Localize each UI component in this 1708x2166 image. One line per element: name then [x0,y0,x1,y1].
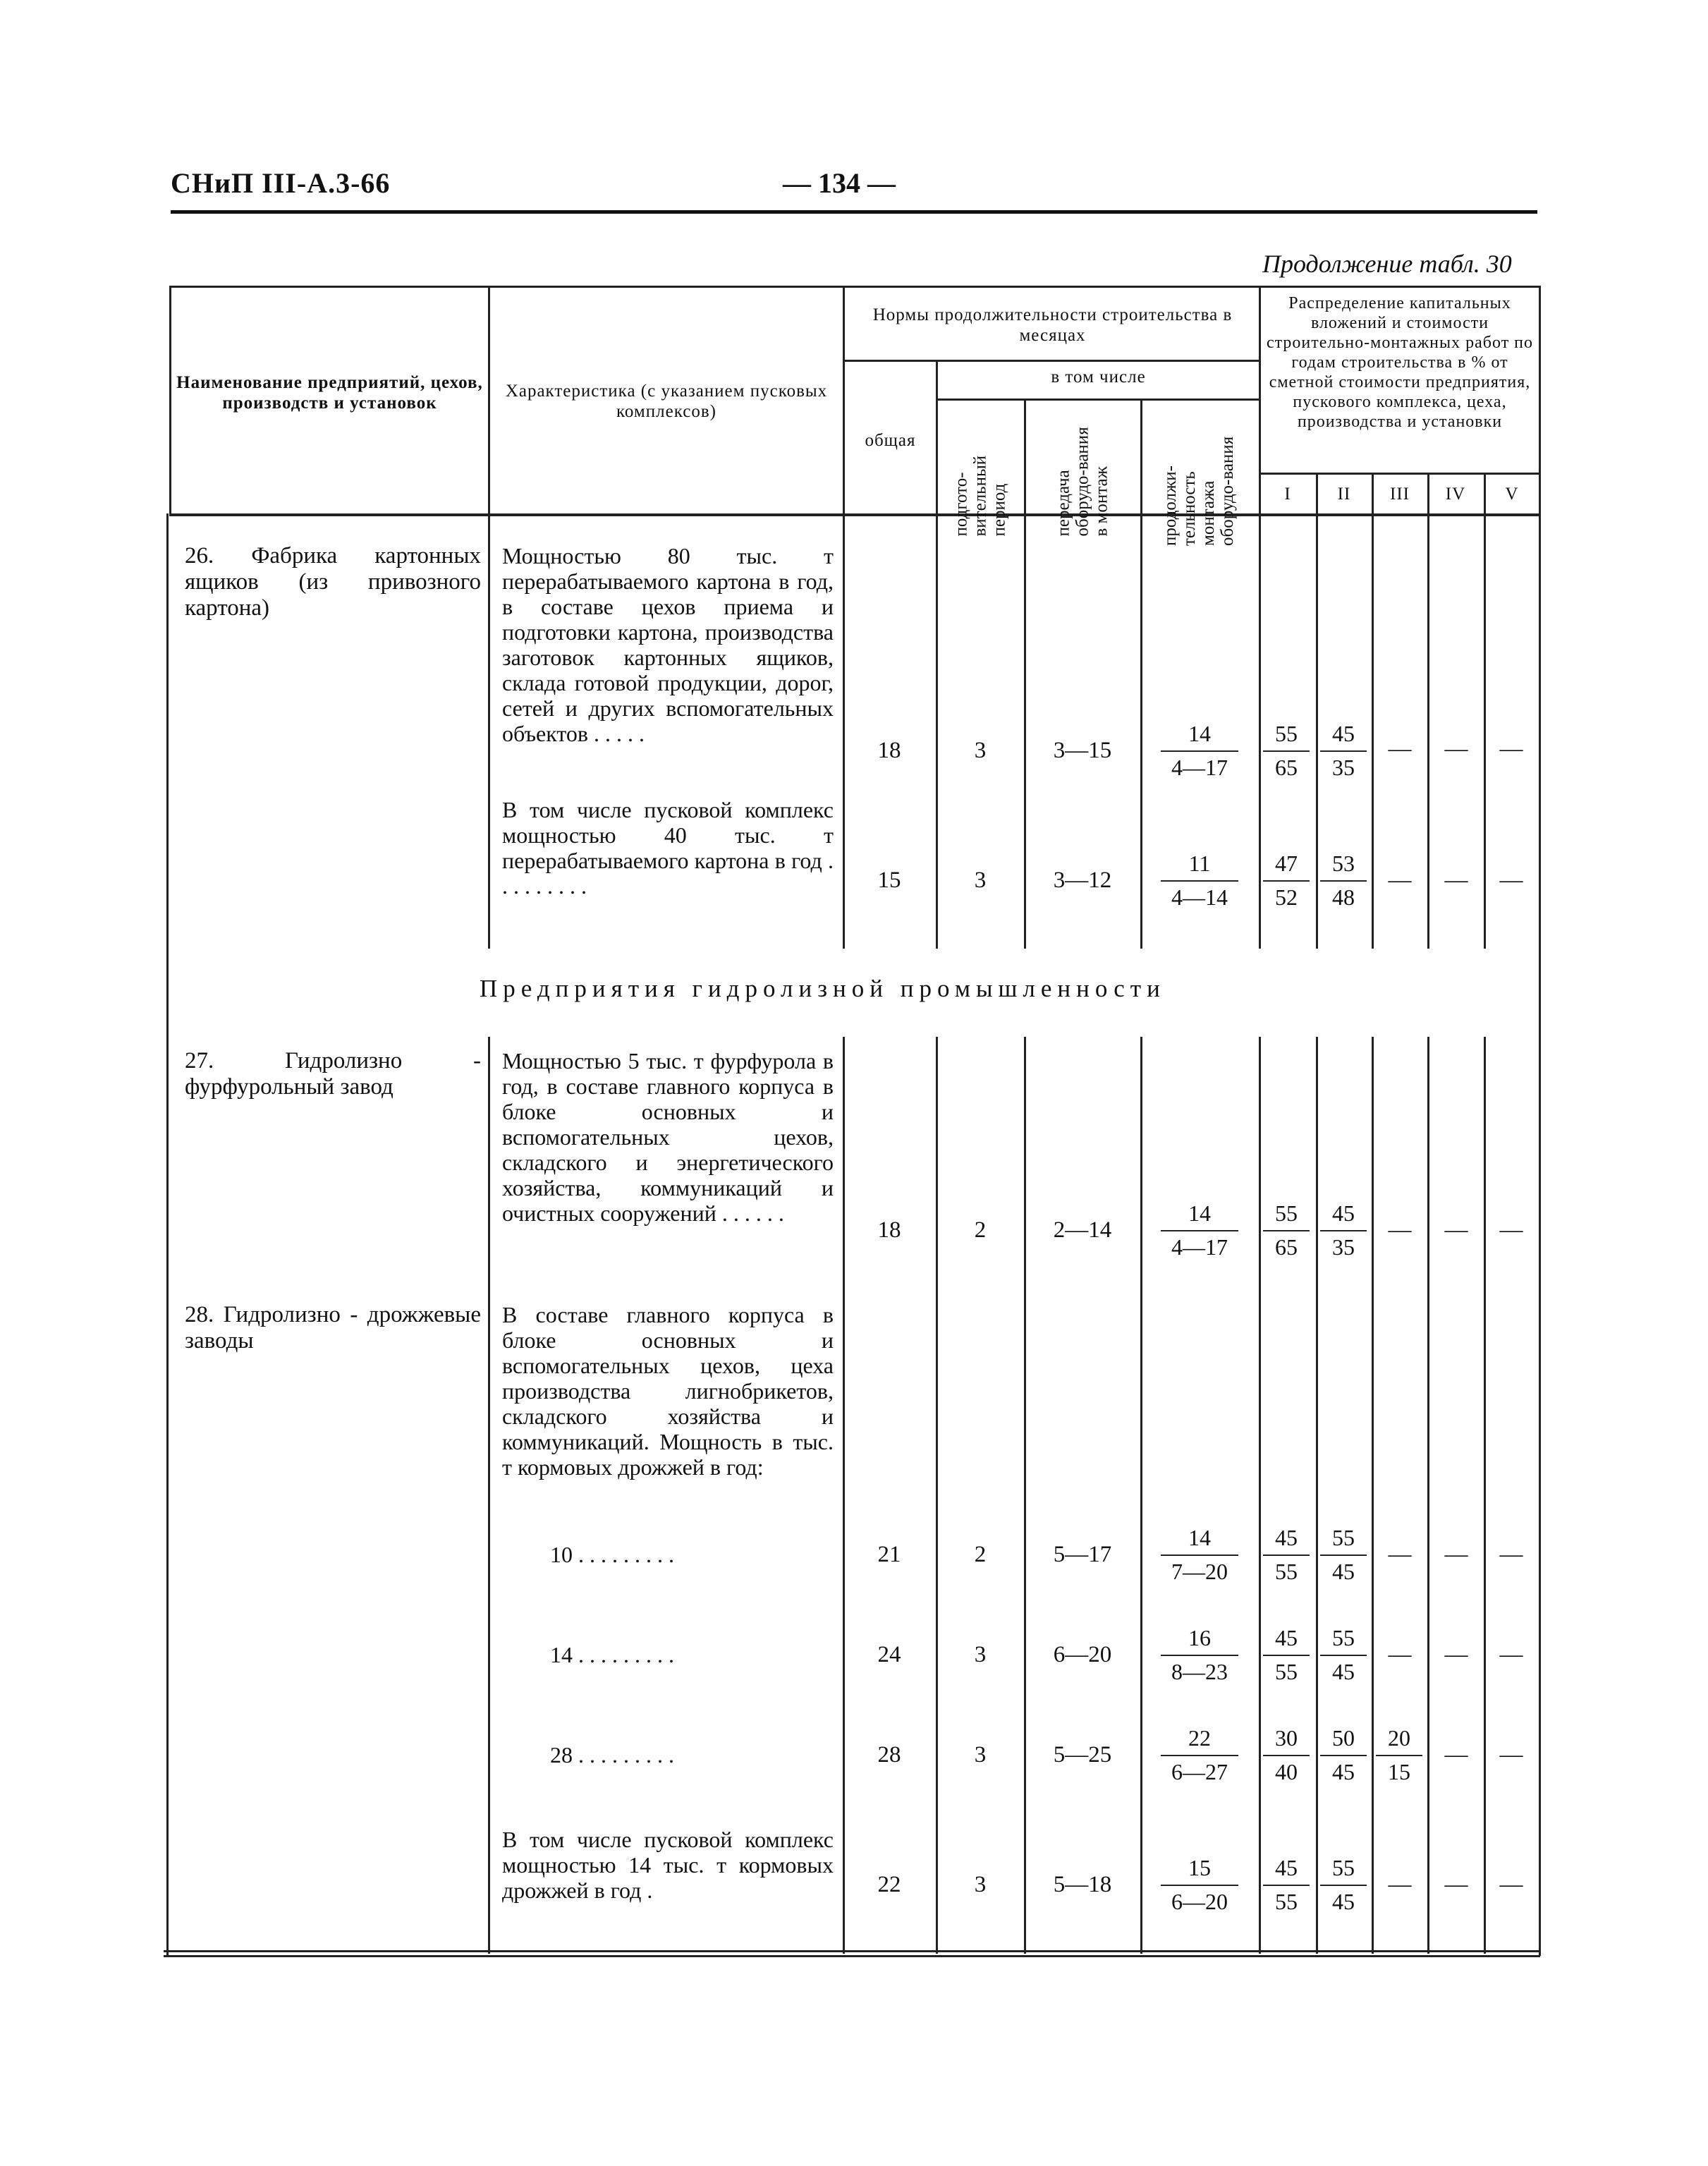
year-2-share: $\frac{53}{48}$ [1320,848,1367,913]
equipment-transfer: 3—15 [1053,738,1112,763]
equipment-transfer: 5—17 [1053,1542,1112,1567]
column-header-year-4: IV [1445,485,1466,504]
column-header-year-2: II [1337,485,1351,504]
installation-duration: $\frac{22}{6—27}$ [1161,1722,1238,1787]
column-header-year-3: III [1390,485,1410,504]
installation-duration: $\frac{14}{4—17}$ [1161,718,1238,783]
year-4-share: — [1444,736,1468,762]
year-3-share: $\frac{20}{15}$ [1376,1722,1422,1787]
year-3-share: — [1388,868,1412,893]
installation-duration: $\frac{14}{4—17}$ [1161,1198,1238,1263]
column-header-characteristic: Характеристика (с указанием пусковых комплексов) [505,382,828,421]
installation-duration: $\frac{15}{6—20}$ [1161,1852,1238,1917]
column-header-name: Наименование предприятий, цехов, производств и установок [176,373,483,413]
prep-period: 3 [974,1872,987,1897]
year-2-share: $\frac{55}{45}$ [1320,1522,1367,1587]
year-5-share: — [1499,1872,1523,1897]
equipment-transfer: 3—12 [1053,868,1112,893]
column-header-year-1: I [1284,485,1291,504]
year-5-share: — [1499,1217,1523,1243]
prep-period: 3 [974,1742,987,1768]
total-duration: 21 [877,1542,901,1567]
year-3-share: — [1388,1872,1412,1897]
total-duration: 24 [877,1642,901,1667]
year-3-share: — [1388,1217,1412,1243]
prep-period: 2 [974,1542,987,1567]
year-1-share: $\frac{55}{65}$ [1263,718,1310,783]
year-5-share: — [1499,868,1523,893]
column-header-total: общая [865,431,916,450]
column-group-distribution: Распределение капитальных вложений и стоимости строительно-монтажных работ по годам строительства в % от сметной стоимости предприятия, пускового комплекса, цеха, производства и установки [1266,294,1534,431]
equipment-transfer: 2—14 [1053,1217,1112,1243]
total-duration: 22 [877,1872,901,1897]
row-description: Мощностью 5 тыс. т фурфурола в год, в составе главного корпуса в блоке основных и вспомогательных цехов, складского и энергетического хозяйства, коммуникаций и очистных сооружений . . . . . . [502,1048,834,1226]
year-5-share: — [1499,1542,1523,1567]
year-5-share: — [1499,736,1523,762]
year-3-share: — [1388,1642,1412,1667]
column-header-prep-period: подгото-вительный период [951,455,1009,537]
installation-duration: $\frac{14}{7—20}$ [1161,1522,1238,1587]
year-1-share: $\frac{30}{40}$ [1263,1722,1310,1787]
total-duration: 18 [877,738,901,763]
entry-28-intro: В составе главного корпуса в блоке основных и вспомогательных цехов, цеха производства лигнобрикетов, складского хозяйства и коммуникаций. Мощность в тыс. т кормовых дрожжей в год: [502,1302,834,1480]
prep-period: 2 [974,1217,987,1243]
entry-26-name: 26. Фабрика картонных ящиков (из привозного картона) [185,543,481,621]
row-description: Мощностью 80 тыс. т перерабатываемого картона в год, в составе цехов приема и подготовки картона, производства заготовок картонных ящиков, склада готовой продукции, дорог, сетей и других вспомогательных объектов . . . . . [502,543,834,746]
equipment-transfer: 5—25 [1053,1742,1112,1768]
year-4-share: — [1444,1742,1468,1768]
document-code: СНиП III-А.3-66 [171,167,391,199]
row-description: 28 . . . . . . . . . [550,1742,674,1768]
year-4-share: — [1444,868,1468,893]
column-header-year-5: V [1505,485,1519,504]
year-1-share: $\frac{47}{52}$ [1263,848,1310,913]
year-1-share: $\frac{45}{55}$ [1263,1622,1310,1687]
year-1-share: $\frac{45}{55}$ [1263,1522,1310,1587]
row-description: В том числе пусковой комплекс мощностью 14 тыс. т кормовых дрожжей в год . [502,1827,834,1903]
year-2-share: $\frac{55}{45}$ [1320,1622,1367,1687]
table-continuation-label: Продолжение табл. 30 [1262,250,1512,278]
year-2-share: $\frac{45}{35}$ [1320,1198,1367,1263]
year-1-share: $\frac{45}{55}$ [1263,1852,1310,1917]
year-2-share: $\frac{50}{45}$ [1320,1722,1367,1787]
total-duration: 28 [877,1742,901,1768]
year-3-share: — [1388,736,1412,762]
installation-duration: $\frac{11}{4—14}$ [1161,848,1238,913]
year-4-share: — [1444,1217,1468,1243]
row-description: 10 . . . . . . . . . [550,1542,674,1567]
entry-27-name: 27. Гидролизно - фурфурольный завод [185,1048,481,1100]
row-description: В том числе пусковой комплекс мощностью 40 тыс. т перерабатываемого картона в год . . . . . . . . . [502,797,834,899]
year-2-share: $\frac{45}{35}$ [1320,718,1367,783]
year-1-share: $\frac{55}{65}$ [1263,1198,1310,1263]
prep-period: 3 [974,738,987,763]
column-group-including: в том числе [1051,367,1146,387]
year-4-share: — [1444,1642,1468,1667]
year-4-share: — [1444,1872,1468,1897]
column-header-equipment-transfer: передача оборудо-вания в монтаж [1054,427,1111,537]
total-duration: 15 [877,868,901,893]
prep-period: 3 [974,868,987,893]
year-2-share: $\frac{55}{45}$ [1320,1852,1367,1917]
total-duration: 18 [877,1217,901,1243]
year-4-share: — [1444,1542,1468,1567]
column-group-norms: Нормы продолжительности строительства в месяцах [872,305,1233,345]
year-5-share: — [1499,1642,1523,1667]
year-3-share: — [1388,1542,1412,1567]
column-header-installation-duration: продолжи-тельность монтажа оборудо-вания [1161,436,1237,546]
equipment-transfer: 5—18 [1053,1872,1112,1897]
row-description: 14 . . . . . . . . . [550,1642,674,1667]
year-5-share: — [1499,1742,1523,1768]
header-rule [171,210,1537,214]
prep-period: 3 [974,1642,987,1667]
equipment-transfer: 6—20 [1053,1642,1112,1667]
installation-duration: $\frac{16}{8—23}$ [1161,1622,1238,1687]
page-number: — 134 — [783,167,896,199]
entry-28-name: 28. Гидролизно - дрожжевые заводы [185,1302,481,1353]
section-title: Предприятия гидролизной промышленности [480,975,1166,1002]
